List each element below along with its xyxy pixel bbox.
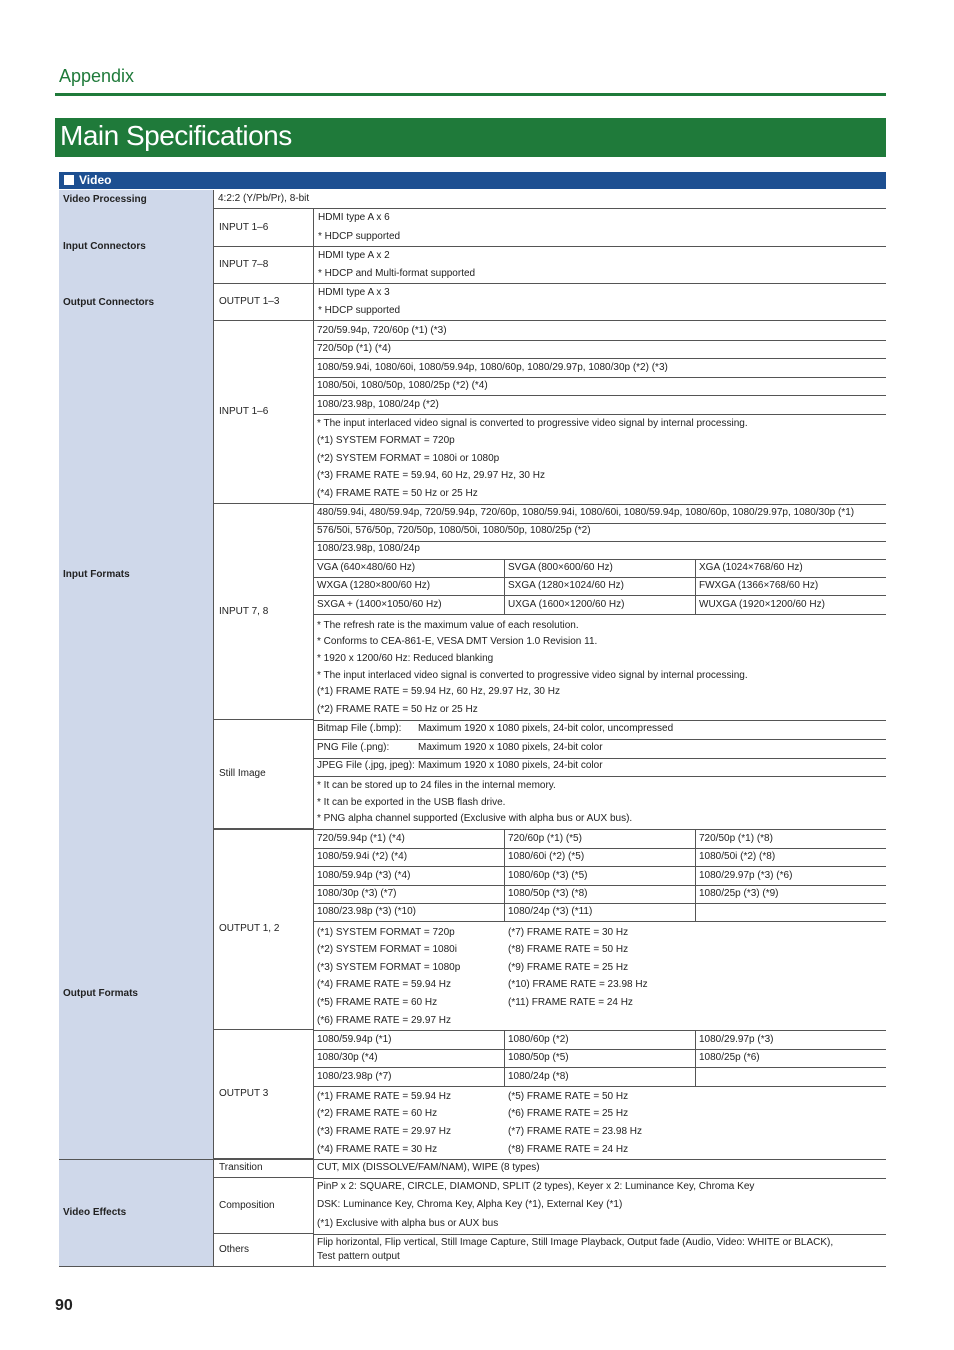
note-line: (*11) FRAME RATE = 24 Hz	[508, 997, 633, 1008]
format-cell: 1080/59.94p (*3) (*4)	[317, 870, 411, 881]
row-rule	[313, 921, 886, 922]
note-line: (*6) FRAME RATE = 25 Hz	[508, 1108, 629, 1119]
format-cell: 1080/23.98p (*7)	[317, 1071, 392, 1082]
row-rule	[313, 595, 886, 596]
format-cell: 1080/50i (*2) (*8)	[699, 851, 776, 862]
section-bar	[59, 172, 886, 189]
note-line: (*4) FRAME RATE = 30 Hz	[317, 1144, 438, 1155]
format-cell: 1080/60p (*2)	[508, 1034, 569, 1045]
video-processing-value: 4:2:2 (Y/Pb/Pr), 8-bit	[213, 190, 886, 209]
note-line: (*4) FRAME RATE = 50 Hz or 25 Hz	[317, 488, 478, 499]
row-rule	[313, 395, 886, 396]
row-rule	[313, 577, 886, 578]
resolution-cell: SXGA + (1400×1050/60 Hz)	[317, 599, 442, 610]
input-formats-7-8-label: INPUT 7, 8	[213, 504, 313, 720]
row-rule	[313, 848, 886, 849]
row-head-input-connectors: Input Connectors	[59, 209, 213, 284]
composition-label: Composition	[213, 1178, 313, 1234]
note-line: * It can be exported in the USB flash drive.	[317, 797, 506, 808]
table-bottom-rule	[59, 1266, 886, 1267]
input-formats-1-6-label: INPUT 1–6	[213, 321, 313, 504]
file-spec: Maximum 1920 x 1080 pixels, 24-bit color	[418, 760, 603, 771]
row-rule	[313, 1030, 886, 1031]
text-line: * HDCP and Multi-format supported	[318, 268, 476, 279]
col-rule	[504, 559, 505, 614]
page-title: Main Specifications	[60, 120, 292, 151]
note-line: (*1) SYSTEM FORMAT = 720p	[317, 435, 455, 446]
resolution-cell: VGA (640×480/60 Hz)	[317, 562, 416, 573]
resolution-cell: WXGA (1280×800/60 Hz)	[317, 580, 431, 591]
row-head-video-effects: Video Effects	[59, 1159, 213, 1267]
format-line: 1080/23.98p, 1080/24p	[317, 543, 420, 554]
col-rule	[504, 1031, 505, 1086]
format-cell: 720/60p (*1) (*5)	[508, 833, 582, 844]
format-cell: 1080/59.94i (*2) (*4)	[317, 851, 408, 862]
row-rule	[313, 739, 886, 740]
section-heading: Appendix	[59, 66, 135, 86]
row-rule	[313, 1086, 886, 1087]
row-rule	[313, 504, 886, 505]
note-line: * PNG alpha channel supported (Exclusive with alpha bus or AUX bus).	[317, 813, 633, 824]
row-rule	[313, 358, 886, 359]
row-rule	[313, 866, 886, 867]
file-spec: Maximum 1920 x 1080 pixels, 24-bit color	[418, 742, 603, 753]
row-rule	[313, 758, 886, 759]
input-connectors-1-6-label: INPUT 1–6	[213, 209, 313, 247]
note-line: * It can be stored up to 24 files in the internal memory.	[317, 780, 556, 791]
row-rule	[313, 340, 886, 341]
text-line: * HDCP supported	[318, 305, 401, 316]
note-line: (*5) FRAME RATE = 50 Hz	[508, 1091, 629, 1102]
text-line: HDMI type A x 3	[318, 287, 390, 298]
format-line: 576/50i, 576/50p, 720/50p, 1080/50i, 1080/50p, 1080/25p (*2)	[317, 525, 591, 536]
format-cell: 1080/25p (*3) (*9)	[699, 888, 779, 899]
row-rule	[313, 541, 886, 542]
row-rule	[59, 1159, 886, 1160]
row-rule	[313, 414, 886, 415]
note-line: (*3) FRAME RATE = 29.97 Hz	[317, 1126, 452, 1137]
input-connectors-7-8-value	[313, 247, 886, 284]
row-rule	[313, 523, 886, 524]
row-rule	[313, 1234, 886, 1235]
format-cell: 720/59.94p (*1) (*4)	[317, 833, 405, 844]
row-rule	[313, 559, 886, 560]
text-line: HDMI type A x 2	[318, 250, 390, 261]
note-line: (*2) FRAME RATE = 60 Hz	[317, 1108, 438, 1119]
composition-line: DSK: Luminance Key, Chroma Key, Alpha Key (*1), External Key (*1)	[317, 1199, 623, 1210]
format-cell: 1080/24p (*8)	[508, 1071, 569, 1082]
file-spec: Maximum 1920 x 1080 pixels, 24-bit color, uncompressed	[418, 723, 674, 734]
note-line: (*9) FRAME RATE = 25 Hz	[508, 962, 629, 973]
format-line: 1080/23.98p, 1080/24p (*2)	[317, 399, 439, 410]
note-line: (*5) FRAME RATE = 60 Hz	[317, 997, 438, 1008]
output-connectors-1-3-label: OUTPUT 1–3	[213, 284, 313, 321]
format-cell: 1080/60i (*2) (*5)	[508, 851, 585, 862]
composition-line: PinP x 2: SQUARE, CIRCLE, DIAMOND, SPLIT (2 types), Keyer x 2: Luminance Key, Chroma Key	[317, 1181, 755, 1192]
resolution-cell: WUXGA (1920×1200/60 Hz)	[699, 599, 825, 610]
row-rule	[313, 377, 886, 378]
page-title-bar	[55, 118, 886, 157]
header-rule	[55, 93, 886, 96]
note-line: (*3) SYSTEM FORMAT = 1080p	[317, 962, 461, 973]
output-formats-3-label: OUTPUT 3	[213, 1030, 313, 1159]
row-rule	[313, 1067, 886, 1068]
format-line: 480/59.94i, 480/59.94p, 720/59.94p, 720/60p, 1080/59.94i, 1080/60i, 1080/59.94p, 1080/60p, 1080/29.97p, 1080/30p (*1)	[317, 507, 855, 518]
format-cell: 1080/30p (*4)	[317, 1052, 378, 1063]
note-line: (*1) FRAME RATE = 59.94 Hz	[317, 1091, 452, 1102]
file-type: JPEG File (.jpg, jpeg):	[317, 760, 415, 771]
others-label: Others	[213, 1234, 313, 1267]
format-cell: 1080/50p (*3) (*8)	[508, 888, 588, 899]
others-line: Flip horizontal, Flip vertical, Still Image Capture, Still Image Playback, Output fade (Audio, Video: WHITE or BLACK),	[317, 1237, 834, 1248]
format-cell: 1080/50p (*5)	[508, 1052, 569, 1063]
format-cell: 1080/29.97p (*3) (*6)	[699, 870, 793, 881]
input-connectors-1-6-value	[313, 209, 886, 247]
note-line: * 1920 x 1200/60 Hz: Reduced blanking	[317, 653, 494, 664]
transition-value: CUT, MIX (DISSOLVE/FAM/NAM), WIPE (8 types)	[317, 1162, 540, 1173]
row-rule	[313, 885, 886, 886]
format-cell: 1080/24p (*3) (*11)	[508, 906, 593, 917]
text-line: HDMI type A x 6	[318, 212, 390, 223]
format-cell: 1080/25p (*6)	[699, 1052, 760, 1063]
output-formats-1-2-label: OUTPUT 1, 2	[213, 829, 313, 1030]
format-line: 720/59.94p, 720/60p (*1) (*3)	[317, 325, 447, 336]
input-connectors-7-8-label: INPUT 7–8	[213, 247, 313, 284]
format-cell: 1080/30p (*3) (*7)	[317, 888, 397, 899]
row-rule	[213, 829, 886, 830]
col-rule	[695, 1031, 696, 1086]
note-line: (*8) FRAME RATE = 50 Hz	[508, 944, 629, 955]
section-title: Video	[79, 173, 112, 187]
format-line: 1080/50i, 1080/50p, 1080/25p (*2) (*4)	[317, 380, 488, 391]
text-line: * HDCP supported	[318, 231, 401, 242]
note-line: (*8) FRAME RATE = 24 Hz	[508, 1144, 629, 1155]
note-line: (*1) FRAME RATE = 59.94 Hz, 60 Hz, 29.97 Hz, 30 Hz	[317, 686, 560, 697]
note-line: (*7) FRAME RATE = 30 Hz	[508, 927, 629, 938]
note-line: (*2) SYSTEM FORMAT = 1080i or 1080p	[317, 453, 500, 464]
note-line: * The refresh rate is the maximum value of each resolution.	[317, 620, 579, 631]
col-rule	[504, 830, 505, 921]
square-bullet-icon	[64, 175, 74, 185]
format-cell: 1080/23.98p (*3) (*10)	[317, 906, 416, 917]
format-cell: 1080/29.97p (*3)	[699, 1034, 774, 1045]
note-line: (*1) SYSTEM FORMAT = 720p	[317, 927, 455, 938]
note-line: (*6) FRAME RATE = 29.97 Hz	[317, 1015, 452, 1026]
format-cell: 720/50p (*1) (*8)	[699, 833, 773, 844]
still-image-label: Still Image	[213, 720, 313, 829]
column-divider	[313, 321, 314, 1267]
transition-label: Transition	[213, 1159, 313, 1178]
note-line: * The input interlaced video signal is converted to progressive video signal by internal processing.	[317, 418, 748, 429]
note-line: (*7) FRAME RATE = 23.98 Hz	[508, 1126, 643, 1137]
row-rule	[313, 903, 886, 904]
resolution-cell: SXGA (1280×1024/60 Hz)	[508, 580, 624, 591]
row-rule	[313, 720, 886, 721]
format-cell: 1080/60p (*3) (*5)	[508, 870, 588, 881]
row-head-output-formats: Output Formats	[59, 829, 213, 1159]
col-rule	[695, 830, 696, 921]
row-rule	[313, 776, 886, 777]
note-line: (*3) FRAME RATE = 59.94, 60 Hz, 29.97 Hz, 30 Hz	[317, 470, 545, 481]
row-rule	[313, 1178, 886, 1179]
format-line: 720/50p (*1) (*4)	[317, 343, 391, 354]
row-head-output-connectors: Output Connectors	[59, 284, 213, 321]
row-head-video-processing: Video Processing	[59, 190, 213, 209]
format-cell: 1080/59.94p (*1)	[317, 1034, 392, 1045]
note-line: (*10) FRAME RATE = 23.98 Hz	[508, 979, 648, 990]
note-line: * The input interlaced video signal is converted to progressive video signal by internal processing.	[317, 670, 748, 681]
note-line: (*2) FRAME RATE = 50 Hz or 25 Hz	[317, 704, 478, 715]
output-connectors-1-3-value	[313, 284, 886, 321]
note-line: * Conforms to CEA-861-E, VESA DMT Version 1.0 Revision 11.	[317, 636, 598, 647]
resolution-cell: XGA (1024×768/60 Hz)	[699, 562, 803, 573]
row-head-input-formats: Input Formats	[59, 321, 213, 829]
resolution-cell: UXGA (1600×1200/60 Hz)	[508, 599, 625, 610]
format-line: 1080/59.94i, 1080/60i, 1080/59.94p, 1080/60p, 1080/29.97p, 1080/30p (*2) (*3)	[317, 362, 668, 373]
resolution-cell: SVGA (800×600/60 Hz)	[508, 562, 613, 573]
row-rule	[313, 1049, 886, 1050]
col-rule	[695, 559, 696, 614]
others-line: Test pattern output	[317, 1251, 400, 1262]
note-line: (*2) SYSTEM FORMAT = 1080i	[317, 944, 457, 955]
page-number: 90	[55, 1297, 73, 1314]
row-rule	[313, 614, 886, 615]
resolution-cell: FWXGA (1366×768/60 Hz)	[699, 580, 819, 591]
file-type: PNG File (.png):	[317, 742, 390, 753]
file-type: Bitmap File (.bmp):	[317, 723, 402, 734]
composition-line: (*1) Exclusive with alpha bus or AUX bus	[317, 1218, 499, 1229]
note-line: (*4) FRAME RATE = 59.94 Hz	[317, 979, 452, 990]
